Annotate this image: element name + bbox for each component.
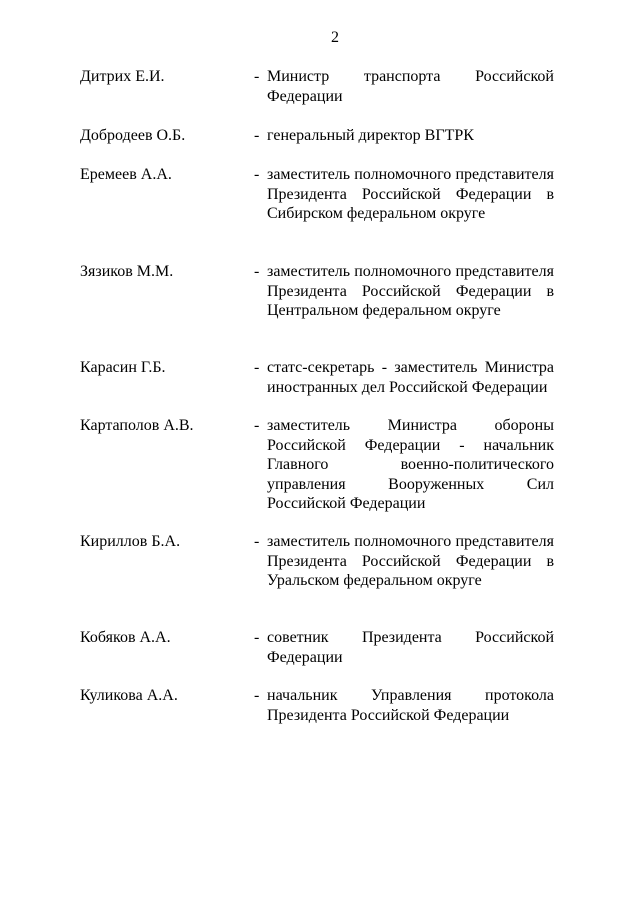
person-name: Дитрих Е.И.	[80, 68, 165, 85]
position-description: заместитель Министра обороны Российской Федерации - начальник Главного военно-политического управления Вооруженных Сил Российской Федерации	[267, 417, 554, 512]
separator-dash: -	[254, 359, 260, 376]
separator-dash: -	[254, 533, 260, 550]
separator-dash: -	[254, 68, 260, 85]
position-description: статс-секретарь - заместитель Министра иностранных дел Российской Федерации	[267, 359, 554, 396]
position-description: Министр транспорта Российской Федерации	[267, 68, 554, 105]
separator-dash: -	[254, 263, 260, 280]
person-name: Добродеев О.Б.	[80, 127, 186, 144]
position-description: заместитель полномочного представителя Президента Российской Федерации в Уральском федеральном округе	[267, 533, 554, 589]
separator-dash: -	[254, 629, 260, 646]
person-name: Зязиков М.М.	[80, 263, 174, 280]
position-description: заместитель полномочного представителя Президента Российской Федерации в Сибирском федеральном округе	[267, 166, 554, 222]
separator-dash: -	[254, 166, 260, 183]
person-name: Картаполов А.В.	[80, 417, 194, 434]
page-number: 2	[331, 29, 339, 46]
position-description: генеральный директор ВГТРК	[267, 127, 474, 144]
person-name: Кириллов Б.А.	[80, 533, 181, 550]
person-name: Еремеев А.А.	[80, 166, 172, 183]
separator-dash: -	[254, 687, 260, 704]
position-description: начальник Управления протокола Президента Российской Федерации	[267, 687, 554, 724]
separator-dash: -	[254, 417, 260, 434]
position-description: заместитель полномочного представителя Президента Российской Федерации в Центральном федеральном округе	[267, 263, 554, 319]
person-name: Карасин Г.Б.	[80, 359, 166, 376]
person-name: Куликова А.А.	[80, 687, 178, 704]
position-description: советник Президента Российской Федерации	[267, 629, 554, 666]
separator-dash: -	[254, 127, 260, 144]
person-name: Кобяков А.А.	[80, 629, 171, 646]
